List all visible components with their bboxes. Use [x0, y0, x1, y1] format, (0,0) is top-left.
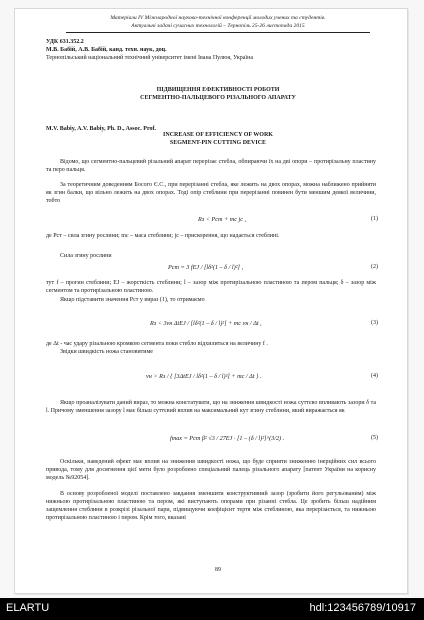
paragraph-2: За теоретичним доведенням Босого Є.С., при перерізанні стебла, яке лежить на двох опорах, можна наближено прийняти як згин балки, що вільно лежить на двох опорах. Тоді опір стеблини при перерізанні повинен бути меншим деякої величини, тобто — [46, 182, 376, 204]
title-ua-line-2: СЕГМЕНТНО-ПАЛЬЦЕВОГО РІЗАЛЬНОГО АПАРАТУ — [140, 95, 296, 101]
paragraph-7: де Δt - час удару різальною кромкою сегмента поки стебло відхилиться на величину f . — [46, 341, 268, 347]
page-number: 89 — [215, 567, 221, 573]
equation-number-2: (2) — [371, 264, 378, 270]
title-en-line-1: INCREASE OF EFFICIENCY OF WORK — [163, 132, 273, 138]
authors-ua: М.В. Бабій, А.В. Бабій, канд. техн. наук, доц. — [46, 47, 167, 53]
equation-number-1: (1) — [371, 216, 378, 222]
paragraph-1: Відомо, що сегментно-пальцевий різальний апарат перерізає стебла, обпираючи їх на дві опори – протирізальну пластину та перо пальця. — [46, 159, 376, 173]
repository-name: ELARTU — [6, 602, 50, 614]
handle-identifier: hdl:123456789/10917 — [309, 602, 416, 614]
formula-4: vн > Rз / { [3ΔtEJ / lδ²(1 – δ / l)²] + mc / Δt } . — [146, 373, 262, 380]
equation-number-5: (5) — [371, 435, 378, 441]
paragraph-6: Якщо підставити значення Pcт у вираз (1), то отримаємо — [60, 297, 205, 303]
affiliation: Тернопільський національний технічний університет імені Івана Пулюя, Україна — [46, 55, 253, 61]
formula-2: Pcт = 3 fEJ / [lδ²(1 – δ / l)²] , — [168, 264, 243, 271]
paragraph-8: Звідки швидкість ножа становитиме — [60, 349, 153, 355]
title-en-line-2: SEGMENT-PIN CUTTING DEVICE — [169, 140, 267, 146]
paragraph-5: тут f – прогин стеблини; EJ – жорсткість стеблини; l – зазор між протирізальною пластиною та пером пальця; δ – зазор між сегментом та протирізальною пластиною. — [46, 280, 376, 294]
equation-number-4: (4) — [371, 373, 378, 379]
header-rule — [66, 32, 370, 33]
repository-footer-bar — [0, 598, 424, 620]
running-header — [66, 14, 370, 30]
paragraph-10: Оскільки, наведений ефект має вплив на зниження швидкості ножа, що буде сприяти зниженню інерційних сил всього привода, тому для досягнення цієї мети було розроблено спеціальний палець різального апарату [патент України на корисну модель №92054]. — [46, 459, 376, 481]
header-line-1: Матеріали IV Міжнародної науково-технічної конференції молодих учених та студентів. — [110, 15, 326, 21]
equation-number-3: (3) — [371, 320, 378, 326]
formula-3: Rз < 3vн ΔtEJ / [lδ²(1 – δ / l)²] + mc vн / Δt , — [150, 320, 262, 327]
paragraph-11: В основу розробленої моделі поставлено завдання зменшити конструктивний зазор (зробити його регульованим) між нижньою протирізальною пластиною та пером, які виступають опорами при різанні стебла. Це зробить більш надійним защемлення стеблини в розкрізі різальної пари, підвищуючи коефіцієнт тертя між стеблиною, яка перерізається, та нижньою протирізальною пластиною і пером. Крім того, вказані — [46, 491, 376, 521]
formula-5: fmax = Pcт β² √3 / 27EJ · [1 – (δ / l)²]^(3/2) . — [170, 435, 285, 442]
formula-1: Rз < Pcт + mc jc , — [198, 216, 247, 223]
paragraph-9: Якщо проаналізувати даний вираз, то можна констатувати, що на зниження швидкості ножа суттєво впливають зазори δ та l. Причому зменшення зазору l має більш суттєвий вплив на максимальний кут згину стеблини, який виражається як — [46, 400, 376, 414]
paragraph-4: Сила згину рослини — [60, 253, 112, 259]
authors-en: M.V. Babiy, A.V. Babiy, Ph. D., Assoc. Prof. — [46, 126, 157, 132]
title-ua-line-1: ПІДВИЩЕННЯ ЕФЕКТИВНОСТІ РОБОТИ — [156, 87, 280, 93]
udk-code: УДК 631.352.2 — [46, 39, 84, 45]
header-line-2: Актуальні задачі сучасних технологій – Тернопіль 25-26 листопада 2015 — [131, 23, 305, 29]
paragraph-3: де Pcт – сила згину рослини; mc – маса стеблини; jc – прискорення, що надається стеблині. — [46, 233, 280, 239]
